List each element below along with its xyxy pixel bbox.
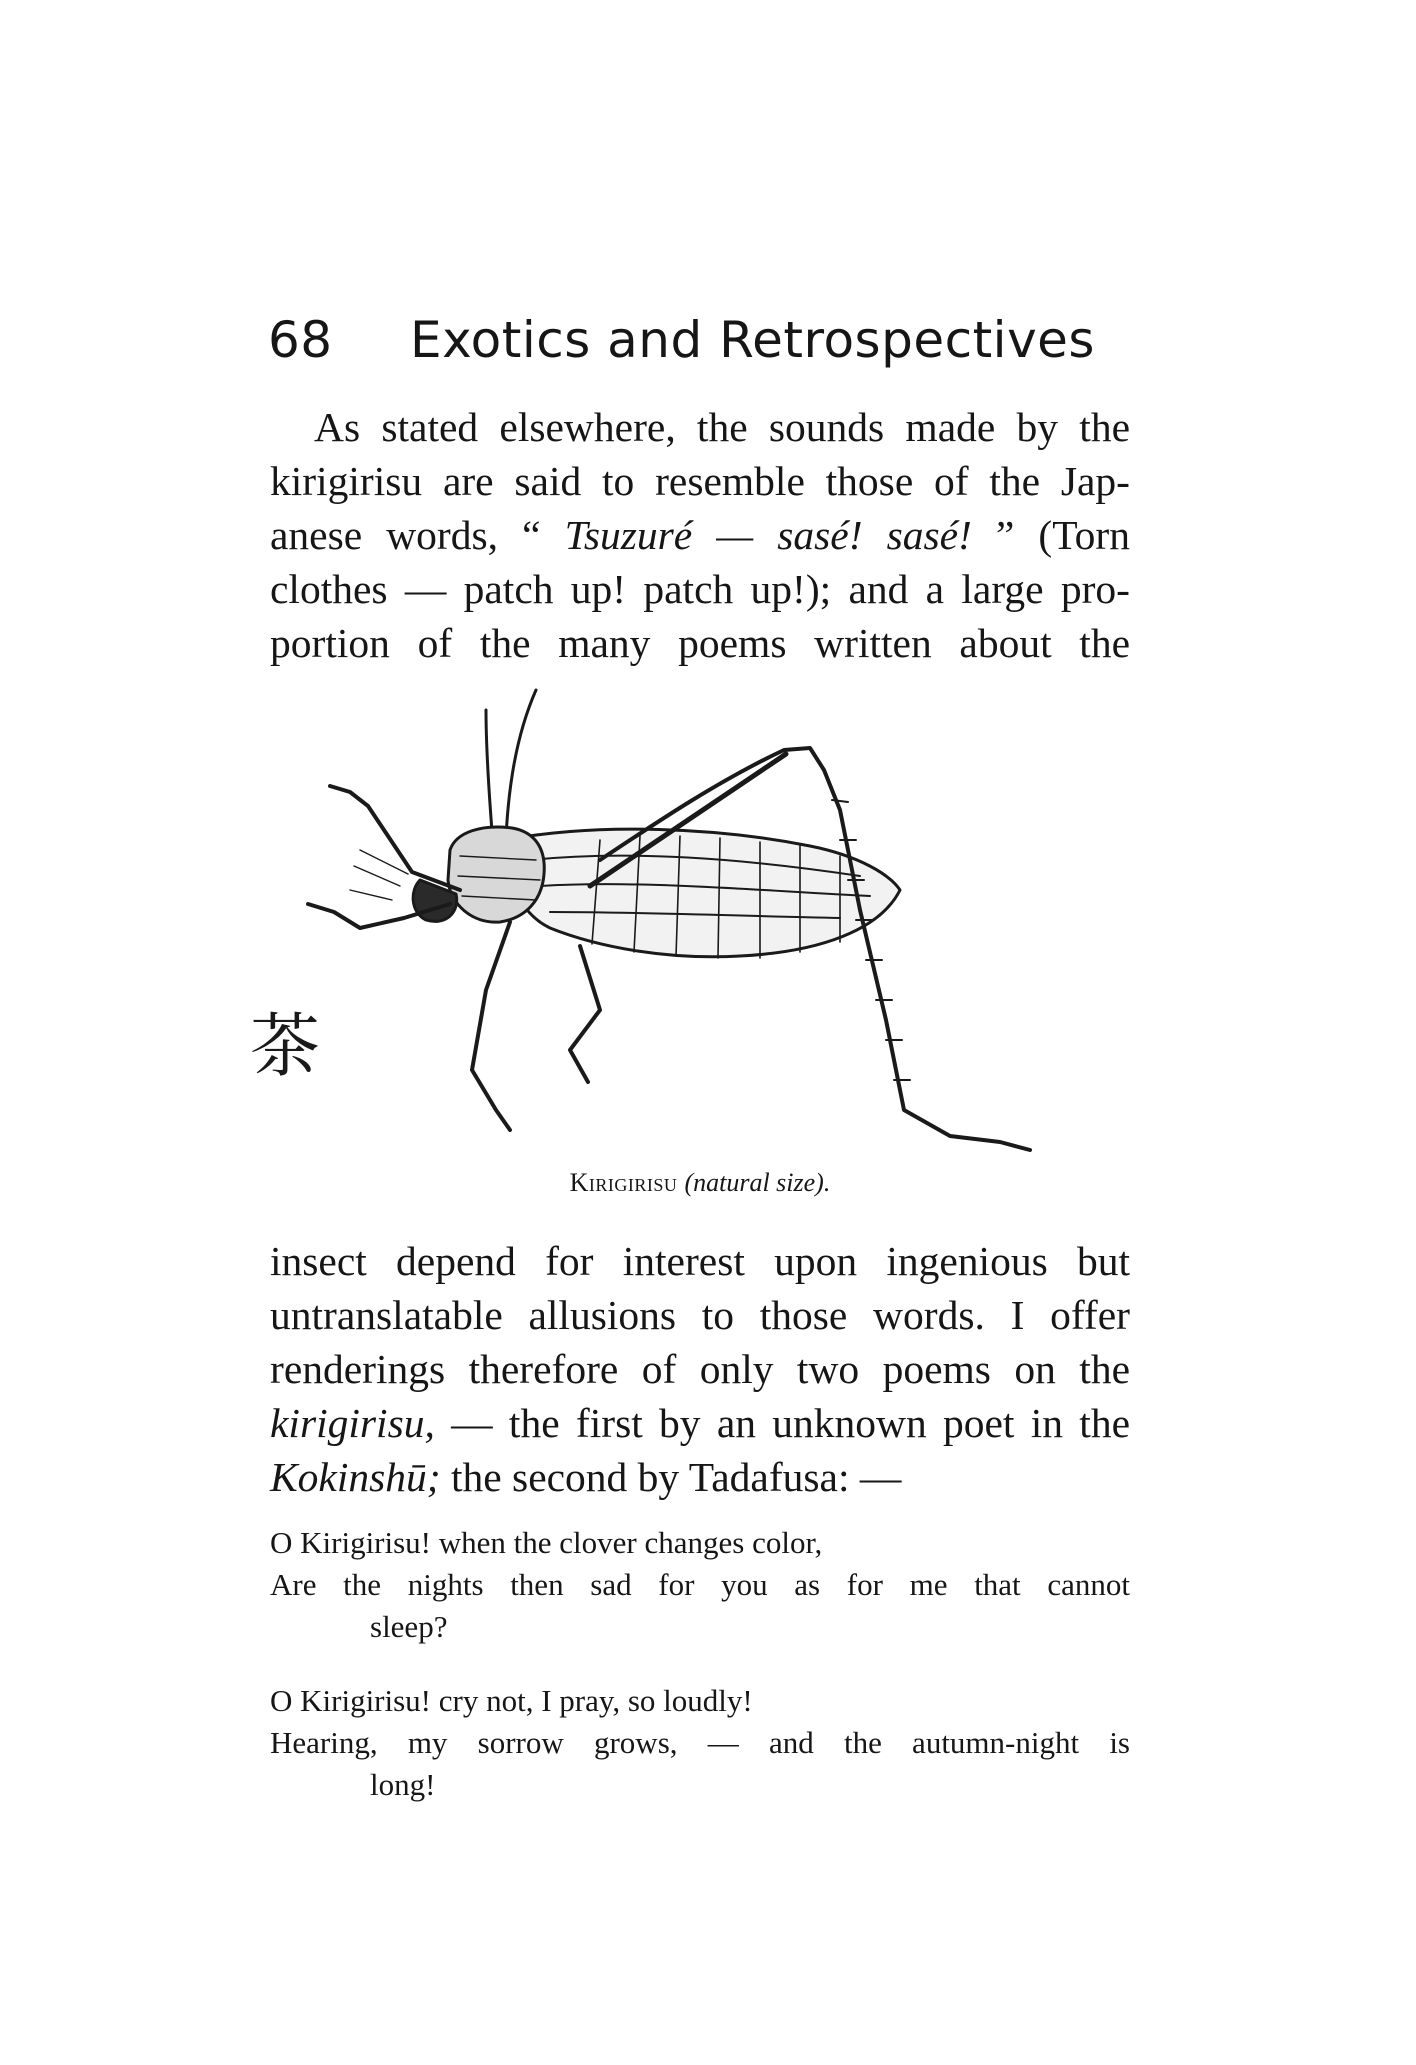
poem-2 [270,1680,1130,1806]
text-line: As stated elsewhere, the sounds made by the [314,404,1130,450]
poem-line: Are the nights then sad for you as for me that cannot [270,1567,1130,1602]
cricket-drawing [250,690,1100,1170]
running-title: Exotics and Retrospectives [410,311,1095,369]
italic-term: kirigirisu, [270,1400,435,1446]
poem-line: Hearing, my sorrow grows, — and the autumn-night is [270,1725,1130,1760]
text-line: kirigirisu are said to resemble those of the Jap- [270,458,1130,504]
paragraph-2 [270,1234,1130,1504]
paragraph-1 [270,400,1130,670]
text-line: anese words, “ Tsuzuré — sasé! sasé! ” (Torn [270,512,1130,558]
text-line: Kokinshū; the second by Tadafusa: — [270,1454,902,1500]
text-line: untranslatable allusions to those words. I offer [270,1292,1130,1338]
japanese-phrase: Tsuzuré — sasé! sasé! [564,512,972,558]
text-line: portion of the many poems written about the [270,620,1130,666]
figure-caption [270,1168,1130,1198]
caption-note: (natural size). [684,1168,831,1197]
italic-title: Kokinshū; [270,1454,441,1500]
page-number: 68 [268,311,333,369]
text-line: renderings therefore of only two poems on the [270,1346,1130,1392]
text-line: clothes — patch up! patch up!); and a large pro- [270,566,1130,612]
poem-1 [270,1522,1130,1648]
text-line: kirigirisu, — the first by an unknown poet in the [270,1400,1130,1446]
text-line: insect depend for interest upon ingenious but [270,1238,1130,1284]
poem-line: O Kirigirisu! when the clover changes color, [270,1525,823,1560]
artist-seal: 茶 [250,1005,320,1087]
poem-line: sleep? [370,1609,448,1644]
running-header [268,300,1128,380]
kirigirisu-illustration [250,690,1100,1170]
poem-line: O Kirigirisu! cry not, I pray, so loudly! [270,1683,753,1718]
poem-line: long! [370,1767,436,1802]
caption-name: Kirigirisu [569,1168,678,1197]
